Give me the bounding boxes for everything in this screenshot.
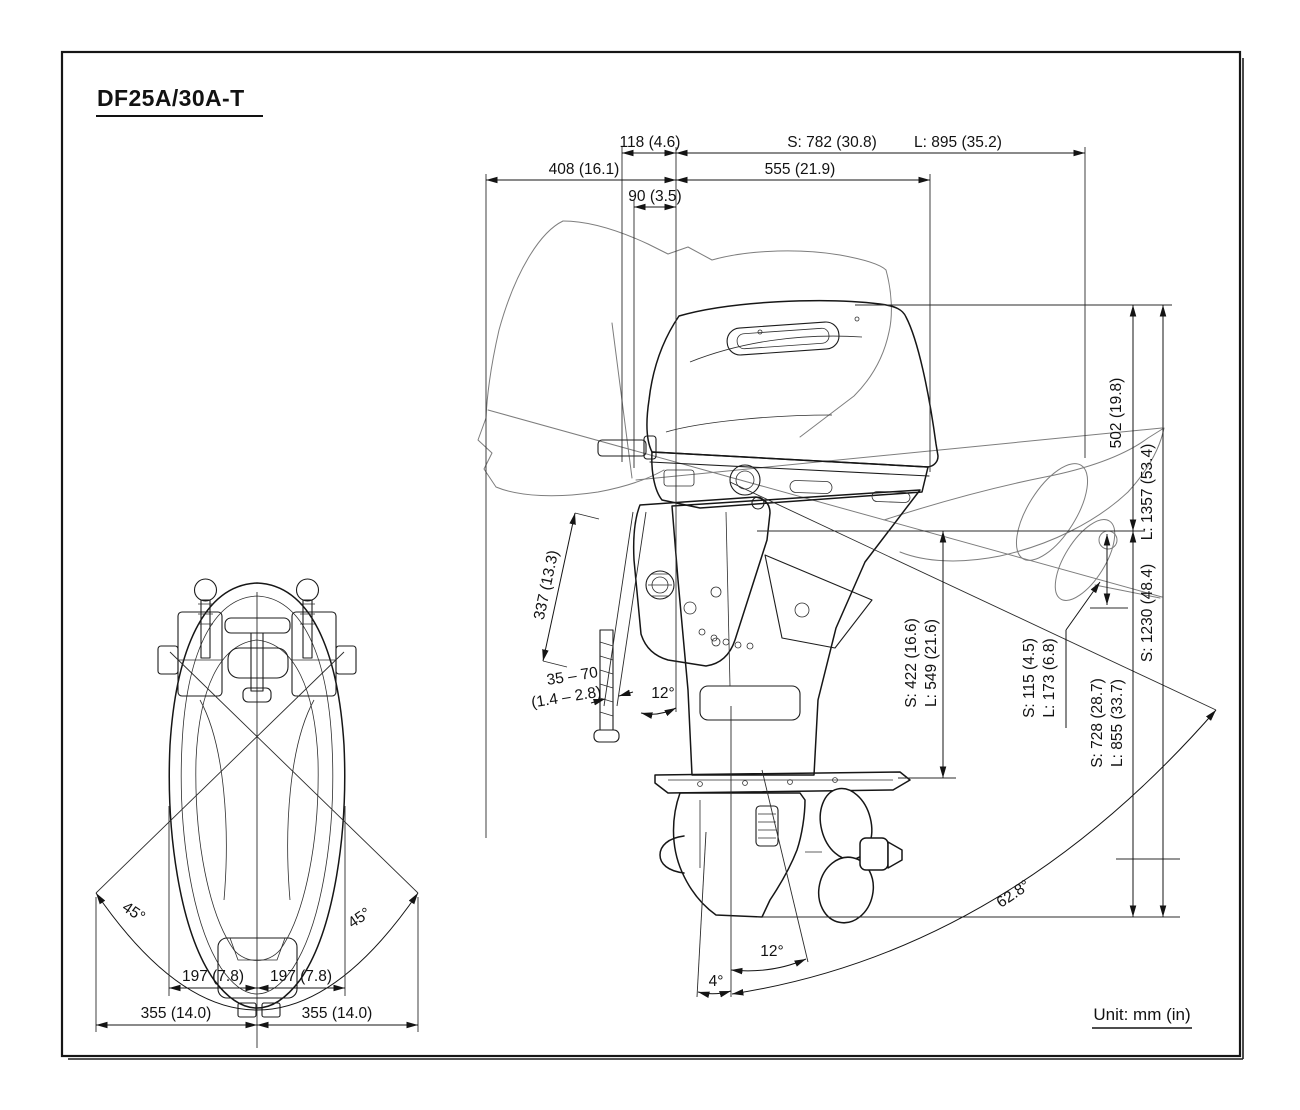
tilt-range-label: 62.8° [993, 877, 1034, 912]
dim-118-label: 118 (4.6) [619, 134, 681, 151]
dim-728-s-label: S: 728 (28.7) [1089, 678, 1106, 768]
dim-90-label: 90 (3.5) [628, 188, 682, 205]
dim-115-s-label: S: 115 (4.5) [1021, 638, 1038, 718]
steer-right-label: 45° [345, 904, 374, 932]
dim-408-label: 408 (16.1) [548, 161, 620, 178]
dim-3570-label: 35 – 70 [545, 664, 600, 689]
tilt-in-angle-label: 4° [708, 973, 724, 990]
dim-1230-s-label: S: 1230 (48.4) [1139, 563, 1156, 663]
dim-895-l-label: L: 895 (35.2) [914, 134, 1002, 151]
dim-173-l-label: L: 173 (6.8) [1041, 638, 1058, 718]
dim-355-left-label: 355 (14.0) [140, 1005, 212, 1022]
dim-555-label: 555 (21.9) [764, 161, 836, 178]
dim-3570-in-label: (1.4 – 2.8) [530, 683, 603, 712]
dim-1357-l-label: L: 1357 (53.4) [1139, 443, 1156, 541]
dim-422-s-label: S: 422 (16.6) [903, 618, 920, 708]
dim-782-s-label: S: 782 (30.8) [787, 134, 877, 151]
dim-549-l-label: L: 549 (21.6) [923, 619, 940, 707]
trim-angle-label: 12° [760, 943, 784, 960]
steer-left-label: 45° [119, 898, 148, 926]
dim-502-label: 502 (19.8) [1108, 377, 1125, 449]
dim-197-right-label: 197 (7.8) [269, 968, 333, 985]
dim-197-left-label: 197 (7.8) [181, 968, 245, 985]
transom-angle-label: 12° [651, 685, 675, 702]
dim-337-label: 337 (13.3) [530, 548, 563, 622]
dim-355-right-label: 355 (14.0) [301, 1005, 373, 1022]
model-title: DF25A/30A-T [97, 85, 245, 111]
unit-label: Unit: mm (in) [1093, 1005, 1191, 1024]
dim-855-l-label: L: 855 (33.7) [1109, 679, 1126, 767]
